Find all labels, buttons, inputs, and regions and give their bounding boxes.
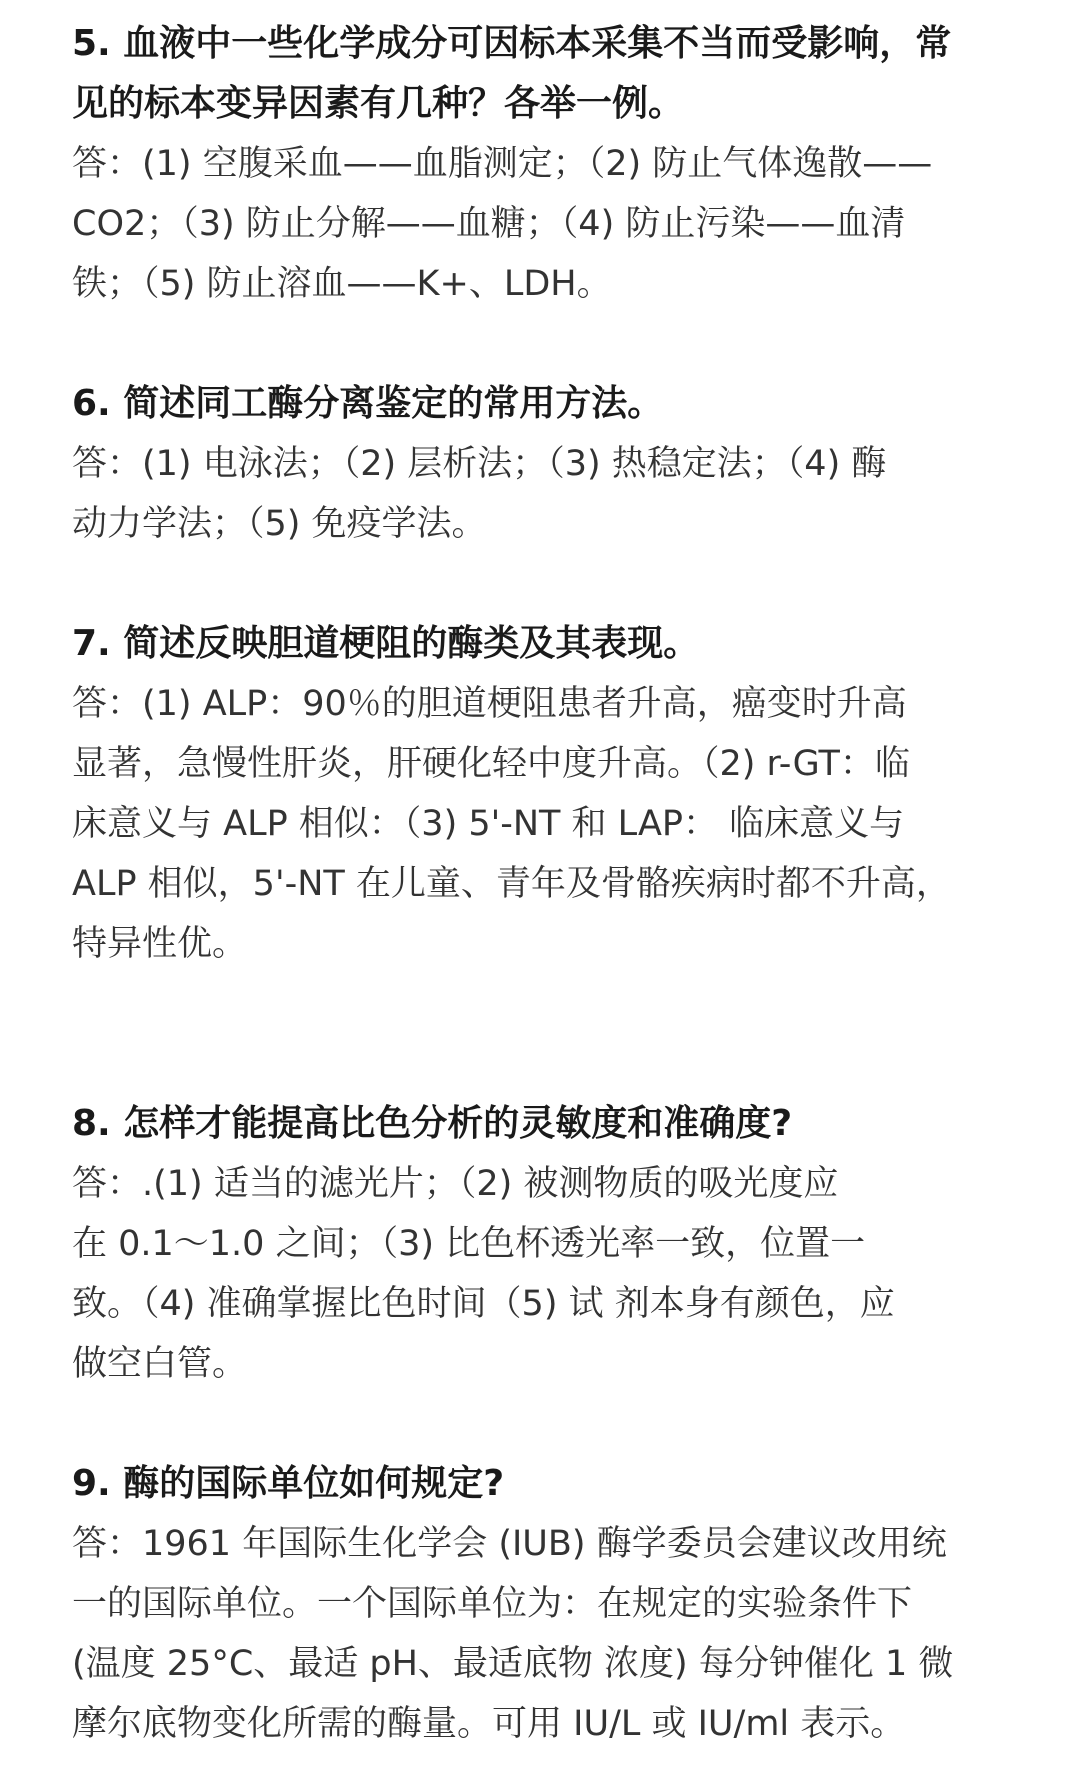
answer-7-line-5: 特异性优。 (72, 924, 248, 964)
answer-9-line-1: 答：1961 年国际生化学会 (IUB) 酶学委员会建议改用统 (72, 1524, 947, 1564)
qa-item-6 (72, 374, 1022, 554)
answer-5 (72, 134, 1022, 314)
answer-6 (72, 434, 1022, 554)
question-6 (72, 374, 1022, 434)
question-5 (72, 14, 1022, 134)
answer-9-line-3: (温度 25°C、最适 pH、最适底物 浓度) 每分钟催化 1 微 (72, 1644, 954, 1684)
question-6-line-1: 6. 简述同工酶分离鉴定的常用方法。 (72, 383, 664, 424)
document-page (72, 14, 1022, 1754)
qa-item-7 (72, 614, 1022, 974)
spacer (72, 314, 1022, 374)
spacer (72, 974, 1022, 1094)
answer-5-line-2: CO2；（3) 防止分解——血糖；（4) 防止污染——血清 (72, 204, 906, 244)
question-8 (72, 1094, 1022, 1154)
answer-7-line-3: 床意义与 ALP 相似：（3) 5'-NT 和 LAP： 临床意义与 (72, 804, 905, 844)
question-9-line-1: 9. 酶的国际单位如何规定? (72, 1463, 505, 1504)
answer-8-line-3: 致。（4) 准确掌握比色时间（5) 试 剂本身有颜色，应 (72, 1284, 895, 1324)
qa-item-5 (72, 14, 1022, 314)
answer-9 (72, 1514, 1022, 1754)
answer-7 (72, 674, 1022, 974)
question-7 (72, 614, 1022, 674)
answer-7-line-4: ALP 相似，5'-NT 在儿童、青年及骨骼疾病时都不升高， (72, 864, 951, 904)
answer-8 (72, 1154, 1022, 1394)
answer-8-line-2: 在 0.1～1.0 之间；（3) 比色杯透光率一致，位置一 (72, 1224, 866, 1264)
answer-6-line-1: 答：(1) 电泳法；（2) 层析法；（3) 热稳定法；（4) 酶 (72, 444, 887, 484)
answer-7-line-2: 显著，急慢性肝炎，肝硬化轻中度升高。（2) r-GT：临 (72, 744, 910, 784)
answer-7-line-1: 答：(1) ALP：90％的胆道梗阻患者升高，癌变时升高 (72, 684, 907, 724)
answer-5-line-3: 铁；（5) 防止溶血——K+、LDH。 (72, 264, 612, 304)
answer-8-line-4: 做空白管。 (72, 1344, 248, 1384)
question-7-line-1: 7. 简述反映胆道梗阻的酶类及其表现。 (72, 623, 700, 664)
question-5-line-1: 5. 血液中一些化学成分可因标本采集不当而受影响，常 (72, 23, 952, 64)
spacer (72, 1394, 1022, 1454)
question-5-line-2: 见的标本变异因素有几种？各举一例。 (72, 83, 685, 124)
question-8-line-1: 8. 怎样才能提高比色分析的灵敏度和准确度? (72, 1103, 793, 1144)
qa-item-9 (72, 1454, 1022, 1754)
answer-6-line-2: 动力学法；（5) 免疫学法。 (72, 504, 487, 544)
answer-8-line-1: 答：.(1) 适当的滤光片；（2) 被测物质的吸光度应 (72, 1164, 839, 1204)
spacer (72, 554, 1022, 614)
answer-9-line-2: 一的国际单位。一个国际单位为：在规定的实验条件下 (72, 1584, 913, 1624)
answer-9-line-4: 摩尔底物变化所需的酶量。可用 IU/L 或 IU/ml 表示。 (72, 1704, 906, 1744)
question-9 (72, 1454, 1022, 1514)
qa-item-8 (72, 1094, 1022, 1394)
answer-5-line-1: 答：(1) 空腹采血——血脂测定；（2) 防止气体逸散—— (72, 144, 933, 184)
